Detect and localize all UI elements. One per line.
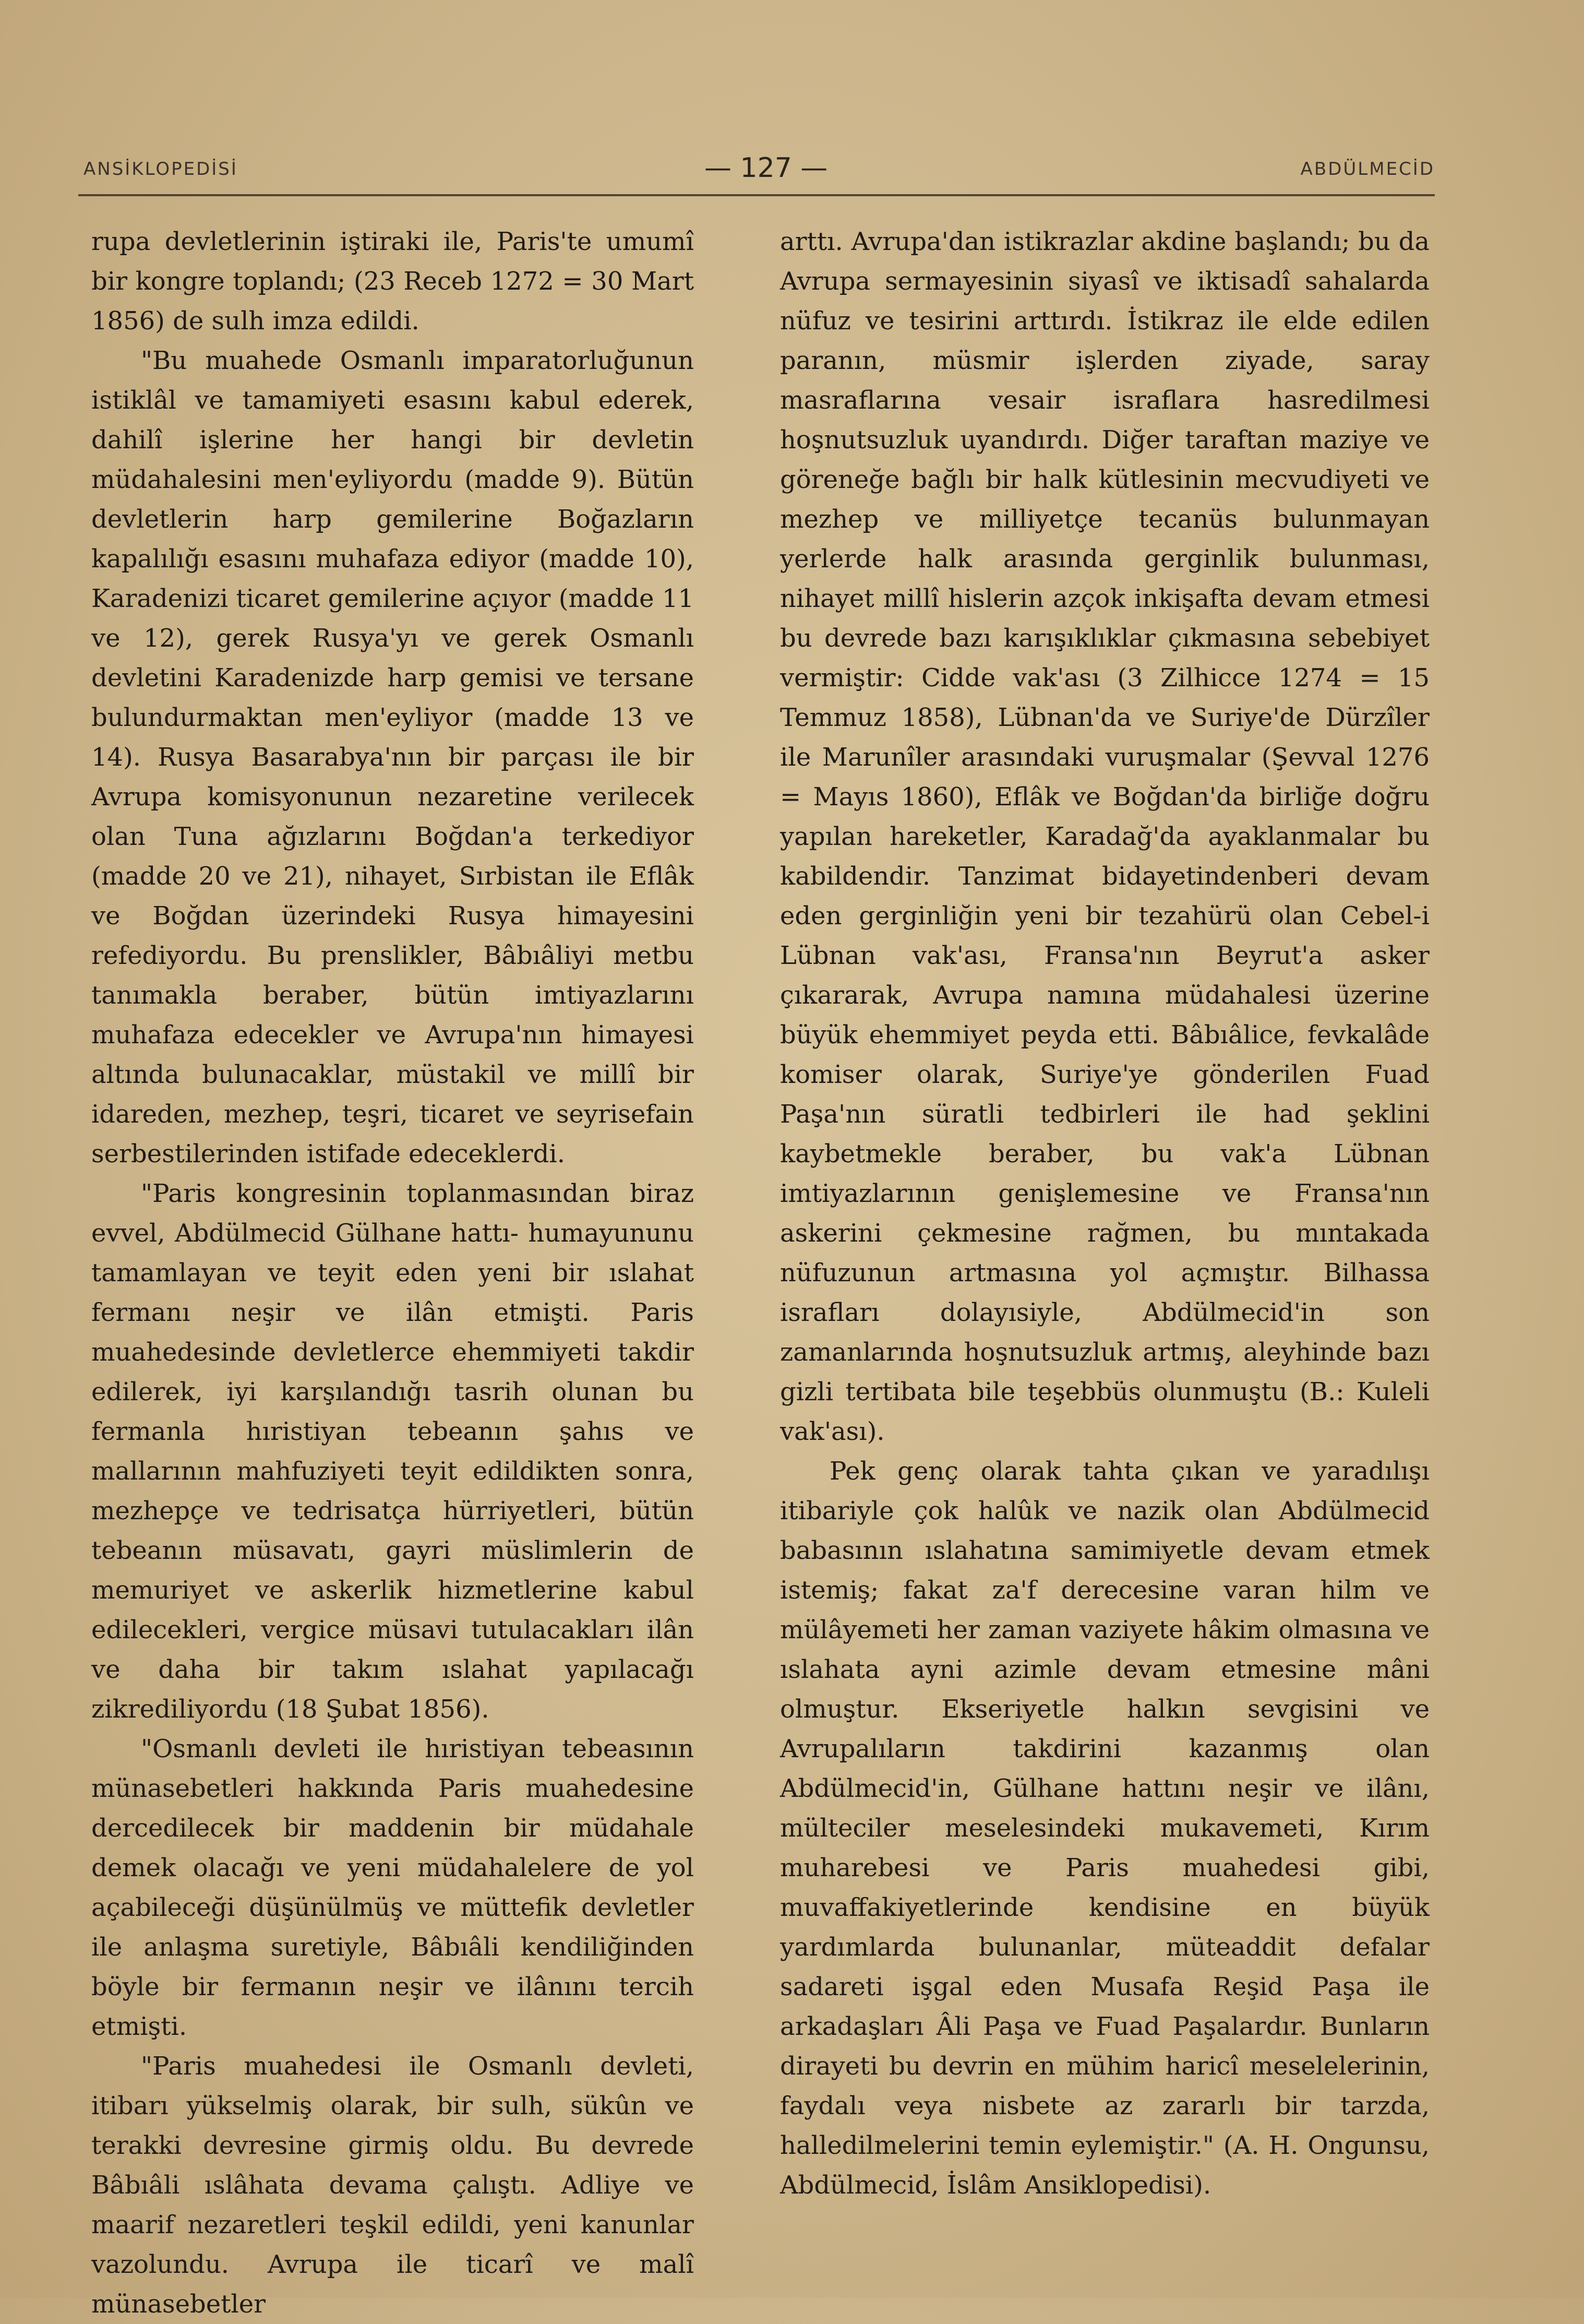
left-column <box>91 222 694 2324</box>
paragraph: "Paris kongresinin toplanmasından biraz evvel, Abdülmecid Gülhane hattı- humayununu tamamlayan ve teyit eden yeni bir ıslahat fermanı neşir ve ilân etmişti. Paris muahedesinde devletlerce ehemmiyeti takdir edilerek, iyi karşılandığı tasrih olunan bu fermanla hıristiyan tebeanın şahıs ve mallarının mahfuziyeti teyit edildikten sonra, mezhepçe ve tedrisatça hürriyetleri, bütün tebeanın müsavatı, gayri müslimlerin de memuriyet ve askerlik hizmetlerine kabul edilecekleri, vergice müsavi tutulacakları ilân ve daha bir takım ıslahat yapılacağı zikrediliyordu (18 Şubat 1856). <box>91 1179 694 1724</box>
header-left: ANSİKLOPEDİSİ <box>83 159 238 180</box>
right-column <box>780 222 1430 2205</box>
header-right: ABDÜLMECİD <box>1300 159 1435 180</box>
paragraph: "Bu muahede Osmanlı imparatorluğunun istiklâl ve tamamiyeti esasını kabul ederek, dahilî işlerine her hangi bir devletin müdahalesini men'eyliyordu (madde 9). Bütün devletlerin harp gemilerine Boğazların kapalılığı esasını muhafaza ediyor (madde 10), Karadenizi ticaret gemilerine açıyor (madde 11 ve 12), gerek Rusya'yı ve gerek Osmanlı devletini Karadenizde harp gemisi ve tersane bulundurmaktan men'eyliyor (madde 13 ve 14). Rusya Basarabya'nın bir parçası ile bir Avrupa komisyonunun nezaretine verilecek olan Tuna ağızlarını Boğdan'a terkediyor (madde 20 ve 21), nihayet, Sırbistan ile Eflâk ve Boğdan üzerindeki Rusya himayesini refediyordu. Bu prenslikler, Bâbıâliyi metbu tanımakla beraber, bütün imtiyazlarını muhafaza edecekler ve Avrupa'nın himayesi altında bulunacaklar, müstakil ve millî bir idareden, mezhep, teşri, ticaret ve seyrisefain serbestilerinden istifade edeceklerdi. <box>91 346 694 1169</box>
header-rule <box>78 194 1435 196</box>
paragraph: "Osmanlı devleti ile hıristiyan tebeasının münasebetleri hakkında Paris muahedesine dercedilecek bir maddenin bir müdahale demek olacağı ve yeni müdahalelere de yol açabileceği düşünülmüş ve müttefik devletler ile anlaşma suretiyle, Bâbıâli kendiliğinden böyle bir fermanın neşir ve ilânını tercih etmişti. <box>91 1734 694 2041</box>
page-number: — 127 — <box>704 152 828 184</box>
paragraph: Pek genç olarak tahta çıkan ve yaradılışı itibariyle çok halûk ve nazik olan Abdülmecid babasının ıslahatına samimiyetle devam etmek istemiş; fakat za'f derecesine varan hilm ve mülâyemeti her zaman vaziyete hâkim olmasına ve ıslahata ayni azimle devam etmesine mâni olmuştur. Ekseriyetle halkın sevgisini ve Avrupalıların takdirini kazanmış olan Abdülmecid'in, Gülhane hattını neşir ve ilânı, mülteciler meselesindeki mukavemeti, Kırım muharebesi ve Paris muahedesi gibi, muvaffakiyetlerinde kendisine en büyük yardımlarda bulunanlar, müteaddit defalar sadareti işgal eden Musafa Reşid Paşa ile arkadaşları Âli Paşa ve Fuad Paşalardır. Bunların dirayeti bu devrin en mühim haricî meselelerinin, faydalı veya nisbete az zararlı bir tarzda, halledilmelerini temin eylemiştir." (A. H. Ongunsu, Abdülmecid, İslâm Ansiklopedisi). <box>780 1457 1430 2200</box>
paragraph: rupa devletlerinin iştiraki ile, Paris'te umumî bir kongre toplandı; (23 Receb 1272 = 30 Mart 1856) de sulh imza edildi. <box>91 227 694 336</box>
paragraph: "Paris muahedesi ile Osmanlı devleti, itibarı yükselmiş olarak, bir sulh, sükûn ve terakki devresine girmiş oldu. Bu devrede Bâbıâli ıslâhata devama çalıştı. Adliye ve maarif nezaretleri teşkil edildi, yeni kanunlar vazolundu. Avrupa ile ticarî ve malî münasebetler <box>91 2052 694 2319</box>
running-header <box>78 152 1440 194</box>
paragraph: arttı. Avrupa'dan istikrazlar akdine başlandı; bu da Avrupa sermayesinin siyasî ve iktisadî sahalarda nüfuz ve tesirini arttırdı. İstikraz ile elde edilen paranın, müsmir işlerden ziyade, saray masraflarına vesair israflara hasredilmesi hoşnutsuzluk uyandırdı. Diğer taraftan maziye ve göreneğe bağlı bir halk kütlesinin mecvudiyeti ve mezhep ve milliyetçe tecanüs bulunmayan yerlerde halk arasında gerginlik bulunması, nihayet millî hislerin azçok inkişafta devam etmesi bu devrede bazı karışıklıklar çıkmasına sebebiyet vermiştir: Cidde vak'ası (3 Zilhicce 1274 = 15 Temmuz 1858), Lübnan'da ve Suriye'de Dürzîler ile Marunîler arasındaki vuruşmalar (Şevval 1276 = Mayıs 1860), Eflâk ve Boğdan'da birliğe doğru yapılan hareketler, Karadağ'da ayaklanmalar bu kabildendir. Tanzimat bidayetindenberi devam eden gerginliğin yeni bir tezahürü olan Cebel-i Lübnan vak'ası, Fransa'nın Beyrut'a asker çıkararak, Avrupa namına müdahalesi üzerine büyük ehemmiyet peyda etti. Bâbıâlice, fevkalâde komiser olarak, Suriye'ye gönderilen Fuad Paşa'nın süratli tedbirleri ile had şeklini kaybetmekle beraber, bu vak'a Lübnan imtiyazlarının genişlemesine ve Fransa'nın askerini çekmesine rağmen, bu mıntakada nüfuzunun artmasına yol açmıştır. Bilhassa israfları dolayısiyle, Abdülmecid'in son zamanlarında hoşnutsuzluk artmış, aleyhinde bazı gizli tertibata bile teşebbüs olunmuştu (B.: Kuleli vak'ası). <box>780 227 1430 1446</box>
